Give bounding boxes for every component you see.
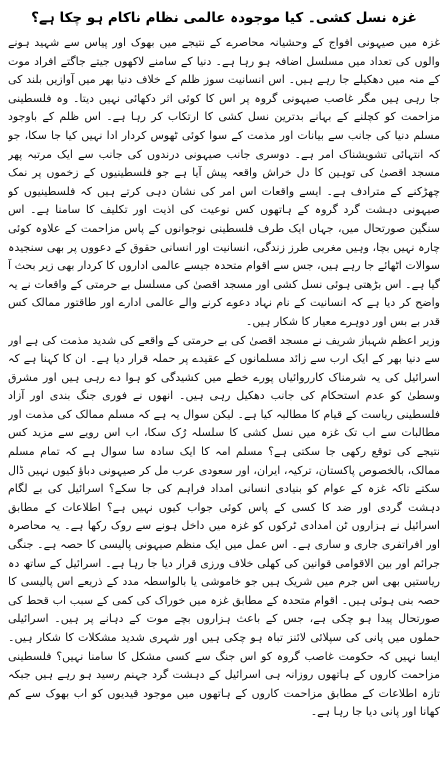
- article-paragraph-2: وزیر اعظم شہباز شریف نے مسجد اقصیٰ کی بے حرمتی کے واقعے کی شدید مذمت کی ہے اور سے دنیا بھر کے ایک ارب سے زائد مسلمانوں کے عقیدے پر حملہ قرار دیا ہے۔ ان کا کہنا ہے کہ اسرائیل کی یہ شرمناک کارروائیاں پورے خطے میں کشیدگی کو ہوا دے رہی ہیں اور مشرق وسطیٰ کو عدم استحکام کی جانب دھکیل رہی ہیں۔ انھوں نے فوری جنگ بندی اور آزاد فلسطینی ریاست کے قیام کا مطالبہ کیا ہے۔ لیکن سوال یہ ہے کہ مسلم ممالک کی مذمت اور مطالبات سے اب تک غزہ میں نسل کشی کا سلسلہ رُک سکا، اب اس رویے سے مزید کس نتیجے کی توقع رکھی جا سکتی ہے؟ مسلم امہ کا ایک سادہ سا سوال ہے کہ تمام مسلم ممالک، بالخصوص پاکستان، ترکیہ، ایران، اور سعودی عرب مل کر صیہونی دباؤ کیوں نہیں ڈال سکتے تاکہ غزہ کے عوام کو بنیادی انسانی امداد فراہم کی جا سکے؟ اسرائیل کی بے لگام دہشت گردی اور ضد کا کسی کے پاس کوئی جواب کیوں نہیں ہے؟ اطلاعات کے مطابق اسرائیل نے ہزاروں ٹن امدادی ٹرکوں کو غزہ میں داخل ہونے سے روک رکھا ہے۔ یہ محاصرہ اور افراتفری جاری و ساری ہے۔ اس عمل میں ایک منظم صیہونی پالیسی کا حصہ ہے۔ جنگی جرائم اور بین الاقوامی قوانین کی کھلی خلاف ورزی قرار دیا جا رہا ہے۔ اسرائیل کے ساتھ دہ ریاستیں بھی اس جرم میں شریک ہیں جو خاموشی یا بالواسطہ مدد کے ذریعے اس پالیسی کا حصہ بنی ہوئی ہیں۔ اقوام متحدہ کے مطابق غزہ میں خوراک کی کمی کے سبب اب قحط کی صورتحال پیدا ہو چکی ہے، جس کے باعث ہزاروں بچے موت کے دہانے پر ہیں۔ اسرائیلی حملوں میں پانی کی سپلائی لائنز تباہ ہو چکی ہیں اور شہری شدید مشکلات کا شکار ہیں۔ ایسا نہیں کہ حکومت غاصب گروہ کو اس جنگ سے کسی مشکل کا سامنا نہیں؟ فلسطینی مزاحمت کاروں کے ہاتھوں روزانہ ہی اسرائیل کے دہشت گرد جہنم رسید ہو رہے ہیں جبکہ تازہ اطلاعات کے مطابق مزاحمت کاروں کے ہاتھوں میں موجود قیدیوں کو اب بھوک سے کم کھانا اور پانی دیا جا رہا ہے۔: [8, 333, 440, 719]
- article-title: غزہ نسل کشی۔ کیا موجودہ عالمی نظام ناکام ہو چکا ہے؟: [31, 10, 417, 26]
- article-body: [8, 34, 440, 761]
- article-paragraph-1: غزہ میں صیہونی افواج کے وحشیانہ محاصرے کے نتیجے میں بھوک اور پیاس سے شہید ہونے والوں کی تعداد میں مسلسل اضافہ ہو رہا ہے۔ دنیا کے سامنے لاکھوں جیتے جاگتے افراد موت کے منہ میں دھکیلے جا رہے ہیں۔ اس انسانیت سوز ظلم کے خلاف دنیا بھر میں آوازیں بلند کی جا رہی ہیں مگر غاصب صیہونی گروہ پر اس کا کوئی اثر دکھائی نہیں دیتا۔ وہ فلسطینی مزاحمت کو کچلنے کے بہانے بدترین نسل کشی کا ارتکاب کر رہا ہے۔ اس ظلم کے باوجود مسلم دنیا کی جانب سے بیانات اور مذمت کے سوا کوئی ٹھوس کردار ادا نہیں کیا جا سکا، جو کہ انتہائی تشویشناک امر ہے۔ دوسری جانب صیہونی درندوں کی جانب سے ایک مرتبہ پھر مسجد اقصیٰ کی توہین کا دل خراش واقعہ پیش آیا ہے جو فلسطینیوں کے زخموں پر نمک چھڑکنے کے مترادف ہے۔ ایسے واقعات اس امر کی نشان دہی کرتے ہیں کہ فلسطینیوں کو صیہونی دہشت گرد گروہ کے ہاتھوں کس نوعیت کی اذیت اور تکلیف کا سامنا ہے۔ اس سنگین صورتحال میں، جہاں ایک طرف فلسطینی نوجوانوں کے پاس مزاحمت کے علاوہ کوئی چارہ نہیں بچا، وہیں مغربی طرز زندگی، انسانیت اور انسانی حقوق کے دعووں پر بھی سنجیدہ سوالات اٹھائے جا رہے ہیں، جس سے اقوام متحدہ جیسے عالمی اداروں کا کردار بھی زیر بحث آ گیا ہے۔ اس بڑھتی ہوئی نسل کشی اور مسجد اقصیٰ کی مسلسل بے حرمتی کے واقعات نے یہ واضح کر دیا ہے کہ انسانیت کے نام نہاد دعوے کرنے والے عالمی ادارے اور طاقتور ممالک کس قدر بے بس اور دوہرے معیار کا شکار ہیں۔: [8, 36, 440, 328]
